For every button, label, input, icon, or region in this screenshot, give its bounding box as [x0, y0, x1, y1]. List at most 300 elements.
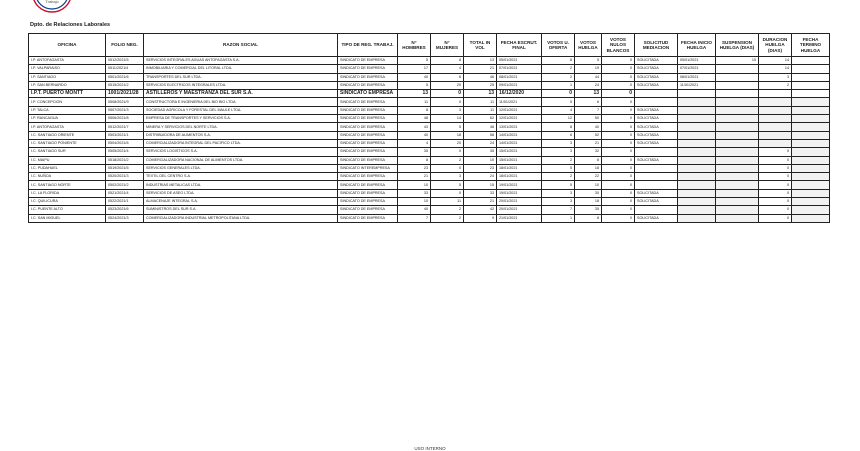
table-cell: SINDICATO INTEREMPRESA: [338, 164, 398, 172]
table-cell: 0: [602, 73, 635, 81]
table-cell: [759, 139, 792, 147]
table-cell: 0504/2021/6: [106, 139, 144, 147]
table-cell: [792, 73, 830, 81]
table-cell: 5: [431, 123, 464, 131]
table-cell: 21: [464, 65, 497, 73]
table-cell: [716, 164, 759, 172]
table-cell: I.C. SANTIAGO NORTE: [29, 181, 106, 189]
table-cell: [716, 81, 759, 89]
table-cell: 0515/2021/2: [106, 81, 144, 89]
table-cell: 0523/2021/6: [106, 206, 144, 214]
table-cell: 5: [542, 98, 575, 106]
table-cell: 5: [431, 181, 464, 189]
table-cell: 11: [464, 106, 497, 114]
table-cell: 15/01/2021: [497, 156, 542, 164]
table-cell: 21: [575, 139, 602, 147]
table-cell: 5: [398, 81, 431, 89]
table-cell: [678, 115, 716, 123]
table-cell: [678, 148, 716, 156]
table-cell: 0511/2021/4: [106, 65, 144, 73]
table-cell: 13: [464, 90, 497, 98]
table-cell: 20/01/2021: [497, 198, 542, 206]
table-cell: 0: [602, 90, 635, 98]
column-header: N° HOMBRES: [398, 34, 431, 57]
table-cell: 50: [575, 115, 602, 123]
table-cell: 12: [542, 115, 575, 123]
table-cell: SERVICIOS GENERALES LTDA.: [144, 164, 338, 172]
table-cell: [792, 148, 830, 156]
table-cell: I.P. RANCAGUA: [29, 115, 106, 123]
table-cell: 10: [398, 181, 431, 189]
table-cell: 0: [602, 181, 635, 189]
table-cell: I.C. SANTIAGO SUR: [29, 148, 106, 156]
table-cell: 0: [542, 90, 575, 98]
table-cell: 14: [759, 57, 792, 65]
table-cell: 13: [398, 90, 431, 98]
table-cell: 21: [464, 198, 497, 206]
table-cell: 14: [431, 115, 464, 123]
table-cell: I.P. CONCEPCION: [29, 98, 106, 106]
table-cell: DISTRIBUIDORA DE ALIMENTOS S.A.: [144, 131, 338, 139]
table-cell: I.P. TALCA: [29, 106, 106, 114]
table-cell: 12/01/2021: [497, 106, 542, 114]
table-cell: ALMACENAJE INTEGRAL S.A.: [144, 198, 338, 206]
table-cell: [759, 123, 792, 131]
table-cell: [716, 139, 759, 147]
table-cell: [792, 164, 830, 172]
table-cell: 0: [431, 148, 464, 156]
table-cell: 0: [759, 206, 792, 214]
table-cell: 40: [398, 73, 431, 81]
table-cell: TEXTIL DEL CENTRO S.A.: [144, 173, 338, 181]
table-cell: 0: [602, 106, 635, 114]
table-body: [29, 57, 830, 223]
table-cell: 0: [431, 98, 464, 106]
table-row: [29, 164, 830, 172]
table-cell: 48: [464, 123, 497, 131]
table-cell: [635, 90, 678, 98]
table-cell: 0: [602, 57, 635, 65]
table-cell: 08/01/2021: [678, 73, 716, 81]
table-cell: [716, 65, 759, 73]
table-cell: [759, 106, 792, 114]
table-cell: I.P.T. PUERTO MONTT: [29, 90, 106, 98]
table-cell: [792, 57, 830, 65]
table-cell: [792, 123, 830, 131]
table-cell: 16/12/2020: [497, 90, 542, 98]
table-cell: SINDICATO DE EMPRESA: [338, 148, 398, 156]
table-cell: [716, 206, 759, 214]
table-cell: 0: [602, 198, 635, 206]
table-cell: 0501/2021/6: [106, 73, 144, 81]
table-cell: 15: [464, 181, 497, 189]
department-label: Dpto. de Relaciones Laborales: [30, 22, 111, 28]
table-cell: 2: [431, 156, 464, 164]
table-cell: [635, 206, 678, 214]
table-cell: I.P. SAN BERNARDO: [29, 81, 106, 89]
table-cell: 07/01/2021: [497, 65, 542, 73]
table-cell: SINDICATO DE EMPRESA: [338, 131, 398, 139]
table-cell: 0: [602, 206, 635, 214]
table-cell: SINDICATO DE EMPRESA: [338, 106, 398, 114]
table-cell: 0507/2021/3: [106, 106, 144, 114]
table-cell: 0: [602, 139, 635, 147]
table-cell: 4: [398, 139, 431, 147]
table-cell: 4: [542, 106, 575, 114]
table-cell: I.C. PUDAHUEL: [29, 164, 106, 172]
table-cell: [792, 173, 830, 181]
table-cell: SOLICITADA: [635, 57, 678, 65]
column-header: SOLICITUD MEDIACION: [635, 34, 678, 57]
column-header: FECHA INICIO HUELGA: [678, 34, 716, 57]
table-cell: 0: [431, 189, 464, 197]
table-cell: 0512/2021/7: [106, 123, 144, 131]
table-cell: 48: [398, 115, 431, 123]
table-cell: 0: [759, 214, 792, 222]
table-cell: I.P. ANTOFAGASTA: [29, 57, 106, 65]
table-cell: 35: [464, 148, 497, 156]
table-cell: INMOBILIARIA Y COMERCIAL DEL LITORAL LTDA.: [144, 65, 338, 73]
table-cell: 0: [602, 214, 635, 222]
table-cell: 6: [542, 131, 575, 139]
table-cell: 20/01/2021: [497, 206, 542, 214]
table-cell: 5: [575, 57, 602, 65]
table-cell: [716, 214, 759, 222]
table-cell: 0519/2021/5: [106, 164, 144, 172]
table-cell: 0: [759, 148, 792, 156]
table-cell: SINDICATO DE EMPRESA: [338, 139, 398, 147]
table-cell: I.C. LA FLORIDA: [29, 189, 106, 197]
table-cell: 0: [602, 156, 635, 164]
table-cell: [759, 98, 792, 106]
table-row: [29, 181, 830, 189]
table-cell: SOLICITADA: [635, 81, 678, 89]
table-cell: SINDICATO DE EMPRESA: [338, 73, 398, 81]
table-row: [29, 214, 830, 222]
table-cell: [716, 73, 759, 81]
table-cell: 46: [464, 73, 497, 81]
column-header: VOTOS HUELGA: [575, 34, 602, 57]
table-cell: SINDICATO DE EMPRESA: [338, 65, 398, 73]
table-cell: [716, 198, 759, 206]
column-header: N° MUJERES: [431, 34, 464, 57]
table-cell: 0: [602, 131, 635, 139]
table-cell: [716, 106, 759, 114]
table-cell: 0522/2021/1: [106, 198, 144, 206]
table-cell: 7: [542, 206, 575, 214]
table-cell: 1: [542, 214, 575, 222]
table-cell: [792, 206, 830, 214]
table-cell: [716, 173, 759, 181]
table-cell: INDUSTRIAS METALICAS LTDA.: [144, 181, 338, 189]
table-cell: [678, 98, 716, 106]
table-cell: 0503/2021/1: [106, 131, 144, 139]
table-cell: I.P. ANTOFAGASTA: [29, 123, 106, 131]
table-cell: I.P. VALPARAISO: [29, 65, 106, 73]
table-cell: 0: [602, 148, 635, 156]
column-header: FOLIO NEG.: [106, 34, 144, 57]
table-cell: [678, 123, 716, 131]
table-cell: 5: [398, 57, 431, 65]
table-cell: 0508/2021/9: [106, 98, 144, 106]
table-cell: [792, 81, 830, 89]
table-cell: [678, 164, 716, 172]
table-row: [29, 198, 830, 206]
table-cell: 2: [542, 73, 575, 81]
table-cell: [678, 156, 716, 164]
table-cell: 0: [602, 98, 635, 106]
table-cell: SERVICIOS INTEGRALES AGUAS ANTOFAGASTA S.A.: [144, 57, 338, 65]
table-cell: 9: [464, 214, 497, 222]
table-cell: [678, 181, 716, 189]
table-cell: 2: [542, 65, 575, 73]
table-cell: 18/01/2021: [497, 173, 542, 181]
table-cell: SINDICATO DE EMPRESA: [338, 198, 398, 206]
table-cell: 44: [575, 73, 602, 81]
table-row: [29, 115, 830, 123]
table-cell: 15/01/2021: [497, 148, 542, 156]
table-cell: 2: [431, 214, 464, 222]
table-cell: [678, 106, 716, 114]
table-row: [29, 173, 830, 181]
table-cell: [635, 181, 678, 189]
table-cell: 32: [575, 148, 602, 156]
table-cell: 0: [602, 81, 635, 89]
table-cell: CONSTRUCTORA E INGENIERIA DEL BIO BIO LTDA.: [144, 98, 338, 106]
column-header: TIPO DE REG. TRABAJ.: [338, 34, 398, 57]
table-row: [29, 106, 830, 114]
table-cell: [635, 148, 678, 156]
table-cell: 20: [431, 139, 464, 147]
table-cell: 0: [759, 189, 792, 197]
table-cell: 24: [575, 81, 602, 89]
table-cell: [678, 206, 716, 214]
table-cell: [716, 98, 759, 106]
table-cell: 21/01/2021: [497, 214, 542, 222]
table-cell: [635, 173, 678, 181]
table-cell: SOLICITADA: [635, 73, 678, 81]
table-cell: 0506/2021/8: [106, 115, 144, 123]
table-row: [29, 65, 830, 73]
table-cell: [759, 90, 792, 98]
table-row: [29, 139, 830, 147]
table-cell: 18: [575, 164, 602, 172]
table-cell: SINDICATO DE EMPRESA: [338, 156, 398, 164]
table-cell: 0: [602, 173, 635, 181]
table-cell: 35: [575, 206, 602, 214]
table-cell: I.C. MAIPU: [29, 156, 106, 164]
table-cell: 24: [464, 173, 497, 181]
table-cell: SOLICITADA: [635, 65, 678, 73]
table-cell: 14: [759, 65, 792, 73]
table-cell: 0520/2021/3: [106, 173, 144, 181]
table-cell: [678, 139, 716, 147]
table-cell: [716, 181, 759, 189]
table-cell: 8: [575, 156, 602, 164]
table-cell: [792, 90, 830, 98]
table-cell: SINDICATO DE EMPRESA: [338, 115, 398, 123]
table-cell: SOLICITADA: [635, 139, 678, 147]
table-cell: 4: [431, 65, 464, 73]
table-cell: SERVICIOS LOGISTICOS S.A.: [144, 148, 338, 156]
table-cell: 3: [542, 139, 575, 147]
table-cell: 2: [431, 206, 464, 214]
table-cell: 10: [575, 181, 602, 189]
table-cell: 0: [431, 164, 464, 172]
table-row: [29, 148, 830, 156]
table-row: [29, 57, 830, 65]
table-cell: [716, 189, 759, 197]
column-header: FECHA TERMINO HUELGA: [792, 34, 830, 57]
table-cell: 0: [759, 164, 792, 172]
table-cell: 0: [602, 123, 635, 131]
table-cell: [792, 131, 830, 139]
table-cell: 30: [575, 189, 602, 197]
table-cell: 3: [542, 189, 575, 197]
table-cell: [792, 181, 830, 189]
table-cell: TRANSPORTES DEL SUR LTDA.: [144, 73, 338, 81]
table-cell: [792, 139, 830, 147]
table-cell: 11: [464, 98, 497, 106]
table-cell: 7: [398, 214, 431, 222]
table-cell: 6: [575, 98, 602, 106]
table-cell: 09/01/2021: [497, 81, 542, 89]
table-cell: 05/01/2021: [497, 57, 542, 65]
table-cell: 11: [398, 98, 431, 106]
table-cell: [792, 115, 830, 123]
table-cell: 0: [759, 156, 792, 164]
table-cell: 0505/2021/4: [106, 148, 144, 156]
table-cell: 8: [431, 57, 464, 65]
table-cell: SINDICATO DE EMPRESA: [338, 123, 398, 131]
table-cell: 13/01/2021: [497, 123, 542, 131]
table-cell: [716, 115, 759, 123]
table-cell: SERVICIOS ELECTRICOS INTEGRALES LTDA.: [144, 81, 338, 89]
table-cell: I.C. SANTIAGO PONIENTE: [29, 139, 106, 147]
table-cell: 5: [542, 181, 575, 189]
table-cell: [716, 131, 759, 139]
table-cell: MINERA Y SERVICIOS DEL NORTE LTDA.: [144, 123, 338, 131]
table-cell: COMERCIALIZADORA INTEGRAL DEL PACIFICO LTDA.: [144, 139, 338, 147]
table-cell: SOLICITADA: [635, 131, 678, 139]
table-cell: 3: [431, 173, 464, 181]
table-cell: 62: [464, 115, 497, 123]
table-cell: SUMINISTROS DEL SUR S.A.: [144, 206, 338, 214]
table-cell: 05/01/2021: [678, 57, 716, 65]
table-cell: 43: [398, 123, 431, 131]
table-cell: 17: [398, 65, 431, 73]
table-cell: 18: [431, 131, 464, 139]
table-cell: 23: [398, 164, 431, 172]
table-cell: 8: [398, 106, 431, 114]
table-cell: 0: [602, 65, 635, 73]
table-cell: I.C. PUENTE ALTO: [29, 206, 106, 214]
table-cell: 3: [431, 106, 464, 114]
table-cell: SOLICITADA: [635, 115, 678, 123]
table-cell: [792, 156, 830, 164]
table-cell: 0: [431, 90, 464, 98]
table-cell: 0: [759, 173, 792, 181]
table-cell: 8: [542, 57, 575, 65]
table-cell: 13: [575, 90, 602, 98]
table-cell: 24: [464, 139, 497, 147]
table-row: [29, 81, 830, 89]
table-cell: 35: [398, 148, 431, 156]
table-cell: SOLICITADA: [635, 214, 678, 222]
table-cell: [678, 214, 716, 222]
table-cell: 33: [398, 189, 431, 197]
table-cell: I.C. NUÑOA: [29, 173, 106, 181]
table-cell: SINDICATO DE EMPRESA: [338, 214, 398, 222]
table-cell: SINDICATO DE EMPRESA: [338, 189, 398, 197]
table-cell: COMERCIALIZADORA INDUSTRIAL METROPOLITANA LTDA.: [144, 214, 338, 222]
table-cell: 0: [602, 164, 635, 172]
column-header: VOTOS NULOS BLANCOS: [602, 34, 635, 57]
table-cell: 10: [398, 198, 431, 206]
table-cell: 0: [602, 189, 635, 197]
table-cell: I.P. SANTIAGO: [29, 73, 106, 81]
table-row: [29, 156, 830, 164]
table-row: [29, 98, 830, 106]
table-cell: [678, 198, 716, 206]
table-cell: 40: [398, 131, 431, 139]
column-header: VOTOS U. OFERTA: [542, 34, 575, 57]
table-cell: 33: [464, 189, 497, 197]
table-cell: ASTILLEROS Y MAESTRANZA DEL SUR S.A.: [144, 90, 338, 98]
column-header: FECHA ESCRUT. FINAL: [497, 34, 542, 57]
table-cell: 0521/2021/4: [106, 189, 144, 197]
table-cell: 19: [575, 65, 602, 73]
table-cell: 2: [542, 156, 575, 164]
table-cell: SINDICATO DE EMPRESA: [338, 206, 398, 214]
table-cell: 0524/2021/3: [106, 214, 144, 222]
page-footer: USO INTERNO: [414, 446, 446, 451]
table-cell: 0: [759, 198, 792, 206]
table-cell: 0512/2021/5: [106, 57, 144, 65]
table-cell: 8: [575, 214, 602, 222]
table-cell: [759, 115, 792, 123]
table-cell: 8: [542, 123, 575, 131]
column-header: DURACION HUELGA (DIAS): [759, 34, 792, 57]
table-row: [29, 189, 830, 197]
table-cell: EMPRESA DE TRANSPORTES Y SERVICIOS S.A.: [144, 115, 338, 123]
table-cell: 2: [759, 81, 792, 89]
table-cell: [635, 98, 678, 106]
table-cell: 07/01/2021: [678, 65, 716, 73]
table-cell: SINDICATO DE EMPRESA: [338, 57, 398, 65]
table-cell: SOCIEDAD AGRICOLA Y FORESTAL DEL MAULE LTDA.: [144, 106, 338, 114]
table-row: [29, 90, 830, 98]
table-cell: [716, 156, 759, 164]
table-cell: [792, 214, 830, 222]
table-cell: 19/01/2021: [497, 189, 542, 197]
table-cell: SOLICITADA: [635, 123, 678, 131]
table-cell: [792, 198, 830, 206]
table-cell: I.C. SANTIAGO ORIENTE: [29, 131, 106, 139]
table-cell: [678, 189, 716, 197]
table-cell: SINDICATO DE EMPRESA: [338, 181, 398, 189]
table-cell: 11/01/2021: [678, 81, 716, 89]
table-cell: SOLICITADA: [635, 189, 678, 197]
table-cell: 3: [542, 198, 575, 206]
table-cell: [716, 148, 759, 156]
table-row: [29, 131, 830, 139]
table-cell: [792, 98, 830, 106]
table-cell: 42: [464, 206, 497, 214]
table-row: [29, 206, 830, 214]
table-cell: 0: [759, 181, 792, 189]
table-cell: 40: [398, 206, 431, 214]
